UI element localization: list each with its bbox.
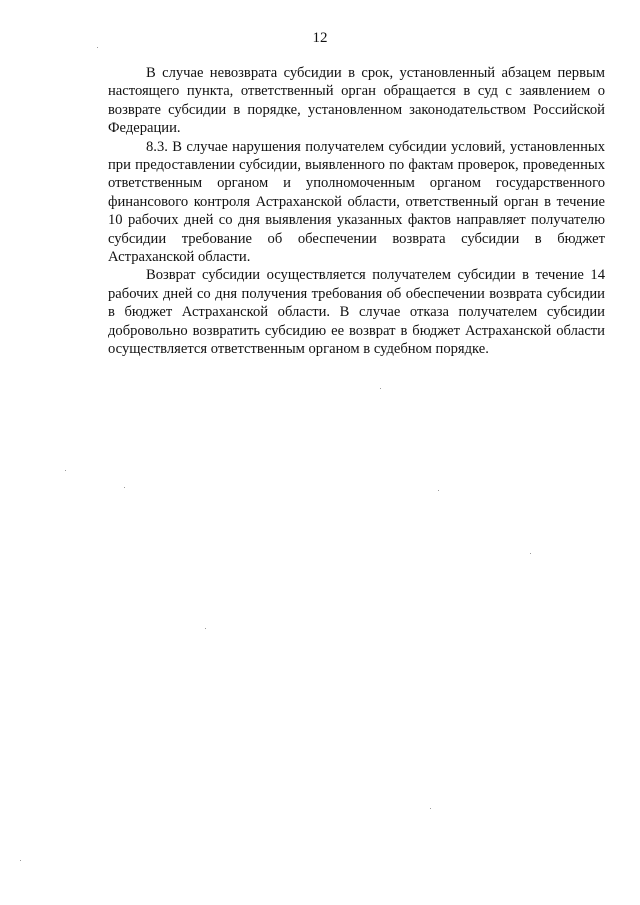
paragraph-refund-court: В случае невозврата субсидии в срок, установленный абзацем первым настоящего пункта, ответственный орган обращается в суд с заявлением о возврате субсидии в порядке, установленном законодательством Российской Федерации.: [108, 65, 605, 137]
paragraph-refund-procedure: Возврат субсидии осуществляется получателем субсидии в течение 14 рабочих дней со дня получения требования об обеспечении возврата субсидии в бюджет Астраханской области. В случае отказа получателем субсидии добровольно возвратить субсидию ее возврат в бюджет Астраханской области осуществляется ответственным органом в судебном порядке.: [108, 267, 605, 358]
document-body: [108, 64, 605, 359]
page-number: 12: [312, 30, 328, 46]
paragraph-8-3-violation: 8.3. В случае нарушения получателем субсидии условий, установленных при предоставлении субсидии, выявленного по фактам проверок, проведенных ответственным органом и уполномоченным органом государственного финансового контроля Астраханской области, ответственный орган в течение 10 рабочих дней со дня выявления указанных фактов направляет получателю субсидии требование об обеспечении возврата субсидии в бюджет Астраханской области.: [108, 138, 605, 266]
